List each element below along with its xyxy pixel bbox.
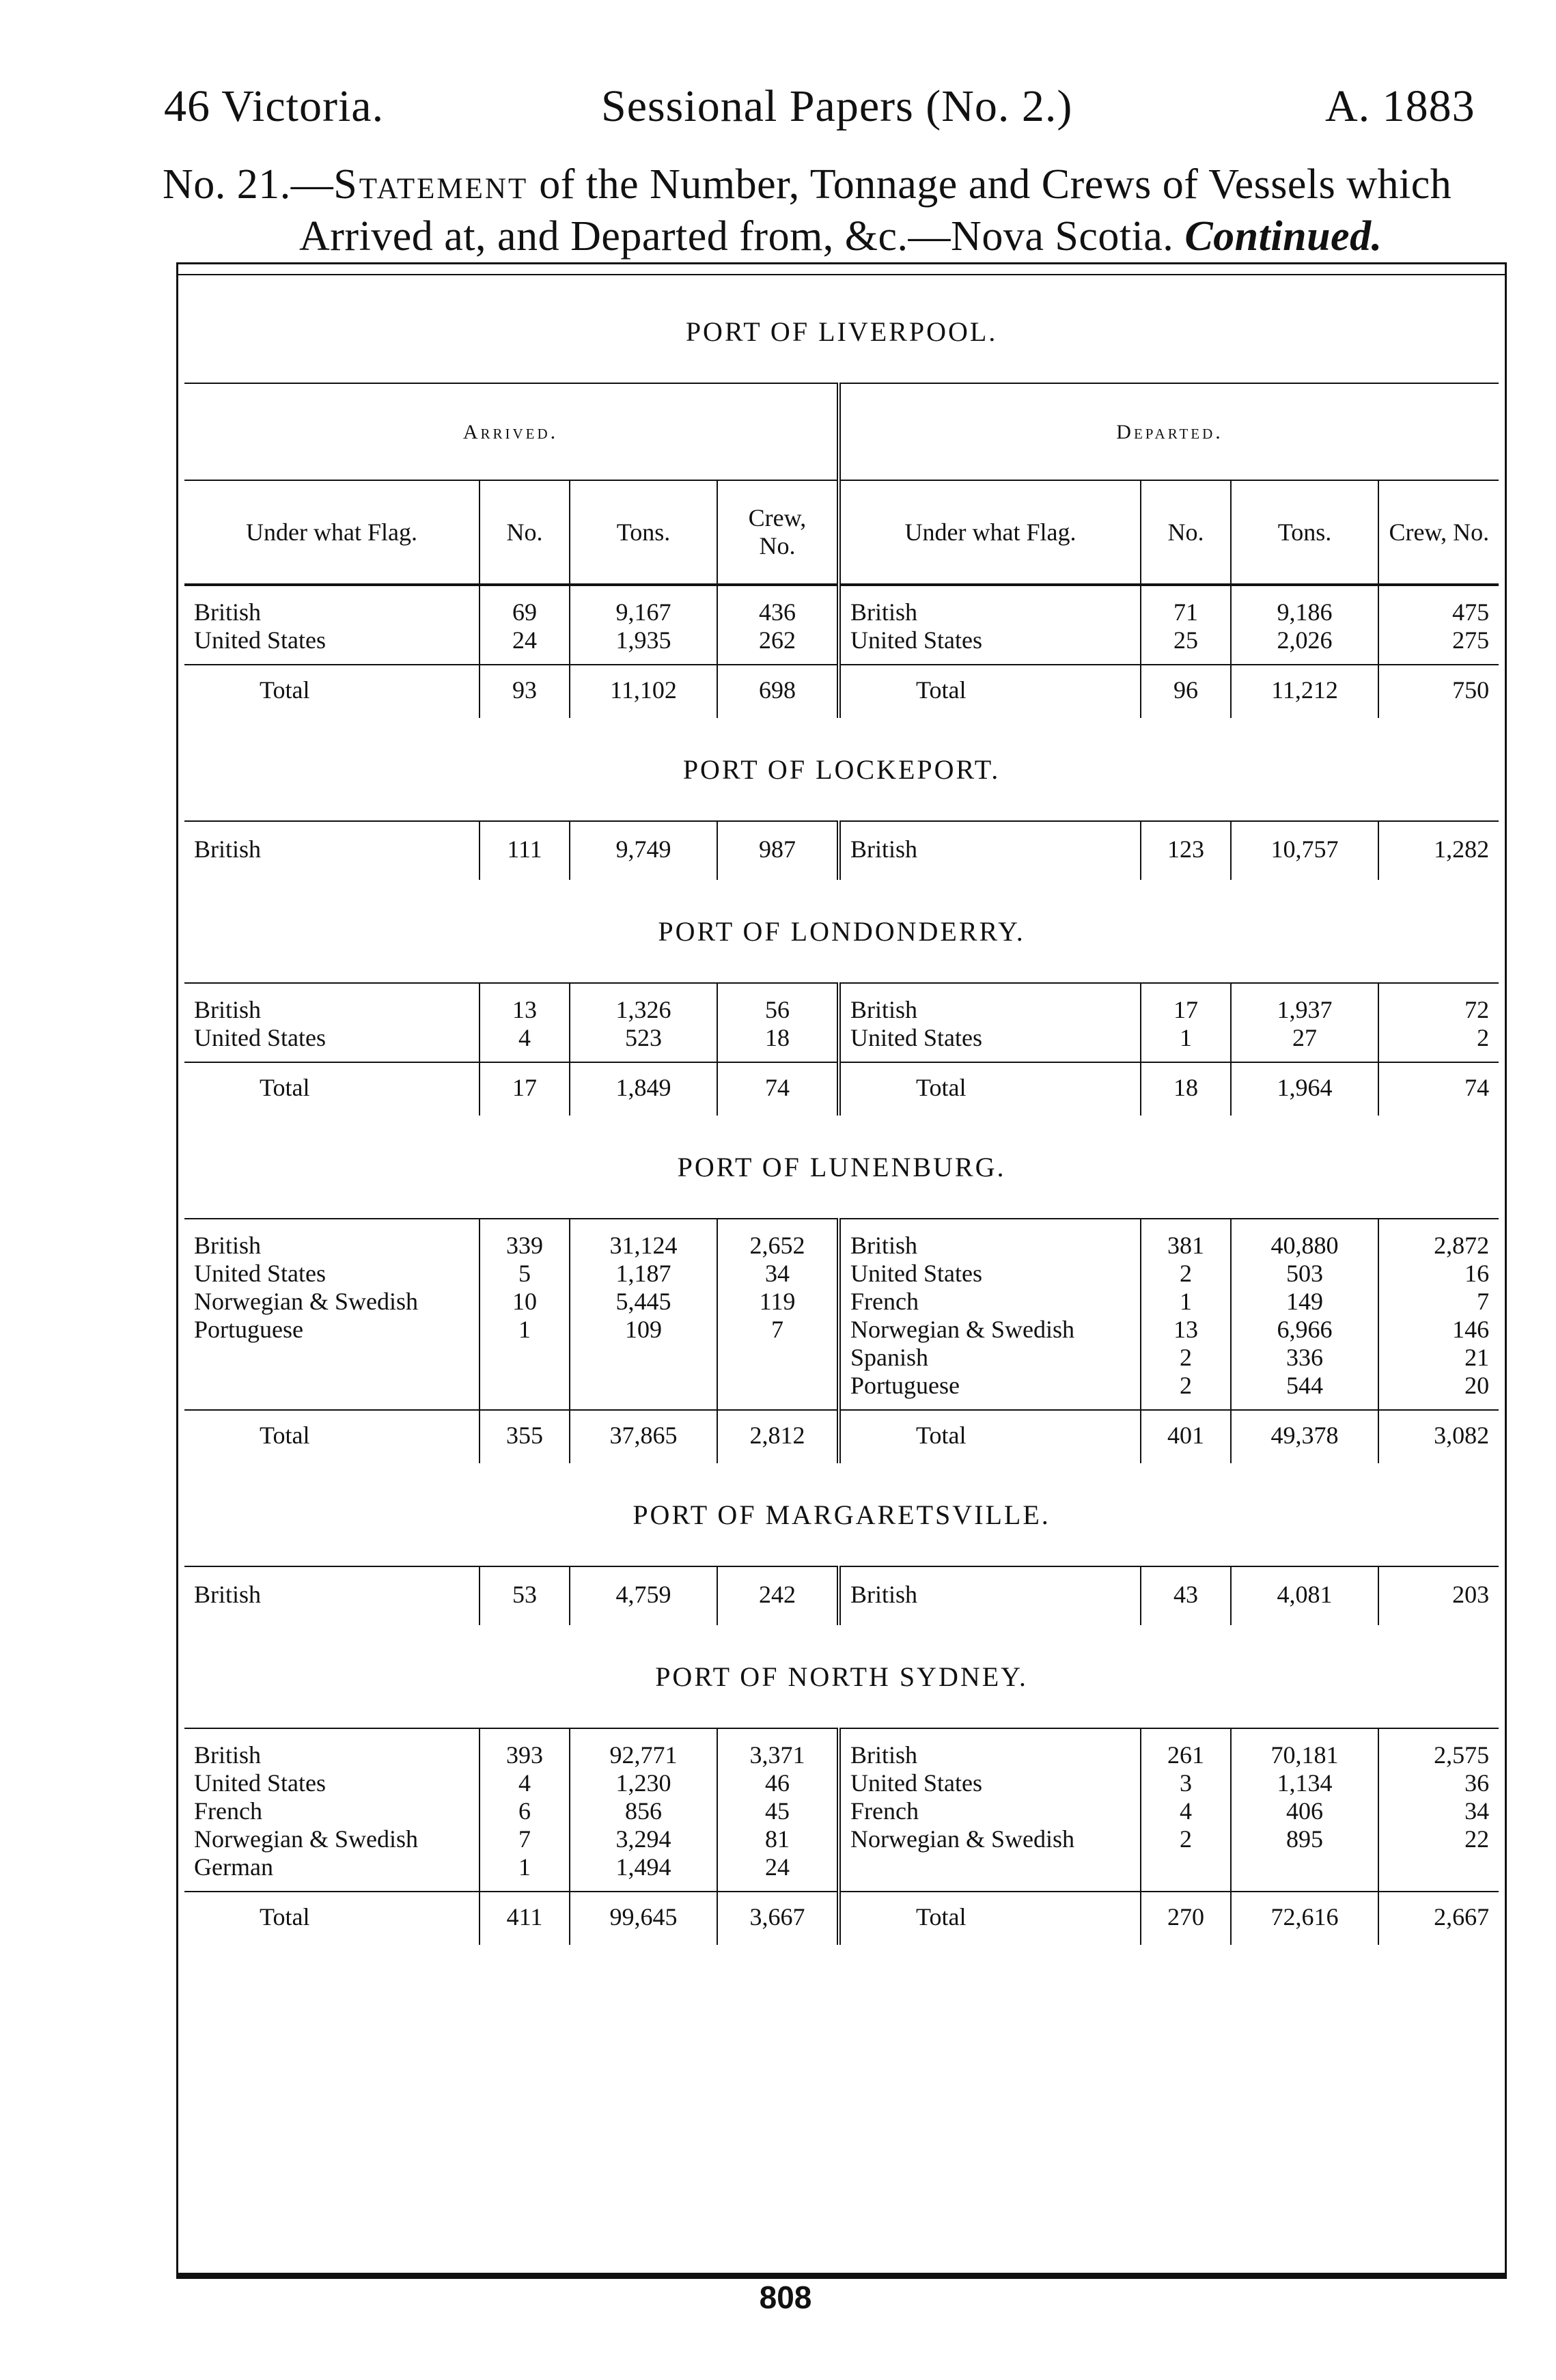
- departed-flag-value: French: [850, 1288, 919, 1315]
- departed-flag-value: British: [850, 598, 918, 626]
- arrived-crew-value: 46: [765, 1769, 790, 1797]
- arrived-no: [480, 1728, 570, 1892]
- departed-no-value: 13: [1173, 1316, 1198, 1343]
- departed-crew-value: 72: [1464, 996, 1490, 1023]
- port-heading-row: [184, 280, 1499, 383]
- arrived-crew-value: 987: [759, 835, 796, 863]
- departed-tons-value: 27: [1292, 1024, 1317, 1051]
- departed-no-value: 1: [1180, 1288, 1192, 1315]
- col-crew-departed: Crew, No.: [1378, 480, 1499, 585]
- departed-flag-value: British: [850, 996, 918, 1023]
- arrived-no-value: 13: [512, 996, 537, 1023]
- departed-no-value: 2: [1180, 1260, 1192, 1287]
- departed-flag-value: Spanish: [850, 1344, 929, 1371]
- port-heading-row: [184, 1625, 1499, 1728]
- arrived-crew-value: 3,371: [749, 1741, 805, 1769]
- departed-flag-value: British: [850, 835, 918, 863]
- departed-total-no: 270: [1141, 1892, 1231, 1945]
- arrived-heading: Arrived.: [184, 383, 839, 480]
- departed-tons-value: 10,757: [1270, 835, 1339, 863]
- arrived-tons: [570, 1219, 717, 1410]
- title-prefix: No. 21.—: [163, 161, 334, 208]
- departed-no: [1141, 983, 1231, 1062]
- departed-crew-value: 475: [1452, 598, 1490, 626]
- arrived-crew-value: 81: [765, 1825, 790, 1853]
- arrived-flag-value: Norwegian & Swedish: [194, 1288, 418, 1315]
- departed-flag: [839, 1728, 1141, 1892]
- departed-crew: [1378, 585, 1499, 665]
- departed-crew-value: 22: [1464, 1825, 1490, 1853]
- running-header: [164, 81, 1510, 135]
- arrived-flag-value: French: [194, 1797, 262, 1825]
- section-heading-row: [184, 383, 1499, 480]
- arrived-crew-value: 262: [759, 626, 796, 654]
- arrived-flag-value: British: [194, 1232, 262, 1259]
- arrived-no-value: 1: [518, 1316, 531, 1343]
- departed-heading: Departed.: [839, 383, 1499, 480]
- departed-crew-value: 21: [1464, 1344, 1490, 1371]
- arrived-no: [480, 1566, 570, 1625]
- departed-tons: [1231, 1728, 1378, 1892]
- departed-crew-value: 16: [1464, 1260, 1490, 1287]
- arrived-crew: [717, 1219, 839, 1410]
- departed-no-value: 25: [1173, 626, 1198, 654]
- arrived-flag: [184, 1566, 480, 1625]
- departed-no-value: 381: [1167, 1232, 1204, 1259]
- arrived-flag: [184, 821, 480, 880]
- arrived-tons: [570, 585, 717, 665]
- port-heading-row: [184, 1463, 1499, 1566]
- departed-flag-value: United States: [850, 1769, 982, 1797]
- arrived-flag-value: British: [194, 598, 262, 626]
- departed-flag-value: British: [850, 1581, 918, 1608]
- arrived-no-value: 6: [518, 1797, 531, 1825]
- arrived-tons-value: 9,749: [615, 835, 671, 863]
- departed-tons-value: 6,966: [1277, 1316, 1333, 1343]
- arrived-no-value: 10: [512, 1288, 537, 1315]
- departed-no: [1141, 1566, 1231, 1625]
- departed-crew-value: 203: [1452, 1581, 1490, 1608]
- arrived-no: [480, 1219, 570, 1410]
- arrived-no-value: 111: [507, 835, 542, 863]
- arrived-flag-value: United States: [194, 1024, 326, 1051]
- arrived-tons: [570, 983, 717, 1062]
- departed-no: [1141, 585, 1231, 665]
- arrived-no-value: 53: [512, 1581, 537, 1608]
- arrived-tons-value: 1,326: [615, 996, 671, 1023]
- departed-total-tons: 11,212: [1231, 665, 1378, 718]
- departed-crew: [1378, 821, 1499, 880]
- arrived-flag-value: United States: [194, 1260, 326, 1287]
- arrived-total-crew: 698: [717, 665, 839, 718]
- port-data-row: [184, 1566, 1499, 1625]
- arrived-flag: [184, 1219, 480, 1410]
- departed-tons-value: 544: [1286, 1372, 1323, 1399]
- col-no-arrived: No.: [480, 480, 570, 585]
- departed-no-value: 17: [1173, 996, 1198, 1023]
- arrived-no-value: 1: [518, 1853, 531, 1881]
- departed-no-value: 71: [1173, 598, 1198, 626]
- departed-flag: [839, 1219, 1141, 1410]
- arrived-flag-value: United States: [194, 626, 326, 654]
- departed-flag: [839, 1566, 1141, 1625]
- departed-no-value: 2: [1180, 1344, 1192, 1371]
- arrived-tons: [570, 821, 717, 880]
- arrived-flag-value: Portuguese: [194, 1316, 303, 1343]
- departed-no-value: 261: [1167, 1741, 1204, 1769]
- departed-no-value: 3: [1180, 1769, 1192, 1797]
- arrived-tons-value: 1,935: [615, 626, 671, 654]
- arrived-tons-value: 92,771: [609, 1741, 678, 1769]
- arrived-crew-value: 18: [765, 1024, 790, 1051]
- departed-tons: [1231, 1566, 1378, 1625]
- document-title: [163, 158, 1522, 262]
- departed-total-no: 96: [1141, 665, 1231, 718]
- port-data-row: [184, 983, 1499, 1062]
- departed-tons: [1231, 983, 1378, 1062]
- departed-flag: [839, 585, 1141, 665]
- header-papers: Sessional Papers (No. 2.): [601, 81, 1073, 131]
- departed-flag: [839, 821, 1141, 880]
- departed-total-tons: 1,964: [1231, 1062, 1378, 1116]
- col-flag-arrived: Under what Flag.: [184, 480, 480, 585]
- col-no-departed: No.: [1141, 480, 1231, 585]
- arrived-no: [480, 585, 570, 665]
- departed-crew-value: 2: [1477, 1024, 1490, 1051]
- arrived-flag-value: British: [194, 1581, 262, 1608]
- arrived-flag-value: Norwegian & Swedish: [194, 1825, 418, 1853]
- departed-total-crew: 3,082: [1378, 1410, 1499, 1463]
- arrived-flag: [184, 983, 480, 1062]
- arrived-tons-value: 4,759: [615, 1581, 671, 1608]
- arrived-no-value: 7: [518, 1825, 531, 1853]
- col-tons-arrived: Tons.: [570, 480, 717, 585]
- departed-flag-value: United States: [850, 1260, 982, 1287]
- departed-crew-value: 20: [1464, 1372, 1490, 1399]
- departed-total-crew: 74: [1378, 1062, 1499, 1116]
- arrived-total-crew: 2,812: [717, 1410, 839, 1463]
- departed-crew-value: 275: [1452, 626, 1490, 654]
- departed-flag-value: Norwegian & Swedish: [850, 1825, 1074, 1853]
- arrived-crew-value: 56: [765, 996, 790, 1023]
- port-name: PORT OF NORTH SYDNEY.: [184, 1625, 1499, 1728]
- arrived-crew-value: 2,652: [749, 1232, 805, 1259]
- departed-crew: [1378, 1219, 1499, 1410]
- col-crew-arrived: Crew, No.: [717, 480, 839, 585]
- departed-no-value: 4: [1180, 1797, 1192, 1825]
- departed-tons-value: 149: [1286, 1288, 1323, 1315]
- arrived-flag-value: British: [194, 996, 262, 1023]
- arrived-tons-value: 1,187: [615, 1260, 671, 1287]
- departed-no-value: 2: [1180, 1825, 1192, 1853]
- arrived-tons-value: 31,124: [609, 1232, 678, 1259]
- arrived-crew-value: 24: [765, 1853, 790, 1881]
- port-total-row: [184, 1410, 1499, 1463]
- port-data-row: [184, 585, 1499, 665]
- arrived-flag-value: German: [194, 1853, 273, 1881]
- departed-total-tons: 49,378: [1231, 1410, 1378, 1463]
- departed-flag-value: British: [850, 1741, 918, 1769]
- port-heading-row: [184, 718, 1499, 821]
- departed-tons-value: 9,186: [1277, 598, 1333, 626]
- arrived-crew-value: 7: [771, 1316, 783, 1343]
- port-name: PORT OF LOCKEPORT.: [184, 718, 1499, 821]
- departed-flag: [839, 983, 1141, 1062]
- departed-tons-value: 2,026: [1277, 626, 1333, 654]
- arrived-tons-value: 9,167: [615, 598, 671, 626]
- arrived-no-value: 24: [512, 626, 537, 654]
- arrived-total-crew: 74: [717, 1062, 839, 1116]
- arrived-tons-value: 1,230: [615, 1769, 671, 1797]
- arrived-total-no: 355: [480, 1410, 570, 1463]
- arrived-flag-value: British: [194, 835, 262, 863]
- departed-total-crew: 750: [1378, 665, 1499, 718]
- arrived-flag: [184, 585, 480, 665]
- arrived-no-value: 393: [506, 1741, 543, 1769]
- arrived-crew: [717, 585, 839, 665]
- title-rest-line1: of the Number, Tonnage and Crews of Vessels which: [528, 161, 1452, 208]
- arrived-crew: [717, 821, 839, 880]
- departed-no: [1141, 1219, 1231, 1410]
- table-bottom-rule: [176, 2275, 1507, 2279]
- departed-crew-value: 146: [1452, 1316, 1490, 1343]
- departed-no-value: 2: [1180, 1372, 1192, 1399]
- port-name: PORT OF MARGARETSVILLE.: [184, 1463, 1499, 1566]
- port-total-row: [184, 1062, 1499, 1116]
- page-number: 808: [759, 2280, 812, 2315]
- port-data-row: [184, 1219, 1499, 1410]
- vessel-statistics-table: [184, 280, 1499, 1945]
- departed-total-tons: 72,616: [1231, 1892, 1378, 1945]
- departed-total-crew: 2,667: [1378, 1892, 1499, 1945]
- arrived-total-no: 93: [480, 665, 570, 718]
- departed-total-no: 401: [1141, 1410, 1231, 1463]
- arrived-total-label: Total: [184, 1410, 480, 1463]
- arrived-tons: [570, 1566, 717, 1625]
- departed-tons-value: 1,134: [1277, 1769, 1333, 1797]
- departed-tons-value: 4,081: [1277, 1581, 1333, 1608]
- departed-total-label: Total: [839, 1062, 1141, 1116]
- arrived-total-crew: 3,667: [717, 1892, 839, 1945]
- arrived-tons-value: 3,294: [615, 1825, 671, 1853]
- port-name: PORT OF LUNENBURG.: [184, 1116, 1499, 1219]
- arrived-tons: [570, 1728, 717, 1892]
- departed-tons-value: 406: [1286, 1797, 1323, 1825]
- arrived-crew: [717, 1728, 839, 1892]
- arrived-crew-value: 34: [765, 1260, 790, 1287]
- port-total-row: [184, 1892, 1499, 1945]
- arrived-total-no: 17: [480, 1062, 570, 1116]
- arrived-no: [480, 821, 570, 880]
- departed-crew-value: 2,575: [1434, 1741, 1490, 1769]
- departed-tons-value: 503: [1286, 1260, 1323, 1287]
- arrived-tons-value: 5,445: [615, 1288, 671, 1315]
- departed-no: [1141, 1728, 1231, 1892]
- departed-tons: [1231, 821, 1378, 880]
- departed-crew-value: 2,872: [1434, 1232, 1490, 1259]
- port-data-row: [184, 821, 1499, 880]
- arrived-no-value: 4: [518, 1769, 531, 1797]
- arrived-total-tons: 37,865: [570, 1410, 717, 1463]
- col-flag-departed: Under what Flag.: [839, 480, 1141, 585]
- header-year: A. 1883: [1325, 81, 1475, 131]
- arrived-flag-value: British: [194, 1741, 262, 1769]
- departed-tons-value: 1,937: [1277, 996, 1333, 1023]
- arrived-total-tons: 99,645: [570, 1892, 717, 1945]
- title-line2: Arrived at, and Departed from, &c.—Nova Scotia.: [299, 213, 1174, 260]
- arrived-tons-value: 1,494: [615, 1853, 671, 1881]
- departed-flag-value: United States: [850, 1024, 982, 1051]
- departed-total-label: Total: [839, 1892, 1141, 1945]
- arrived-no-value: 339: [506, 1232, 543, 1259]
- arrived-tons-value: 856: [625, 1797, 662, 1825]
- departed-flag-value: British: [850, 1232, 918, 1259]
- departed-no-value: 1: [1180, 1024, 1192, 1051]
- departed-crew: [1378, 1728, 1499, 1892]
- departed-flag-value: Norwegian & Swedish: [850, 1316, 1074, 1343]
- arrived-no: [480, 983, 570, 1062]
- departed-total-label: Total: [839, 665, 1141, 718]
- arrived-crew-value: 242: [759, 1581, 796, 1608]
- departed-flag-value: United States: [850, 626, 982, 654]
- arrived-total-no: 411: [480, 1892, 570, 1945]
- port-data-row: [184, 1728, 1499, 1892]
- departed-total-no: 18: [1141, 1062, 1231, 1116]
- departed-tons-value: 40,880: [1270, 1232, 1339, 1259]
- port-name: PORT OF LONDONDERRY.: [184, 880, 1499, 983]
- col-tons-departed: Tons.: [1231, 480, 1378, 585]
- arrived-total-tons: 11,102: [570, 665, 717, 718]
- departed-no: [1141, 821, 1231, 880]
- departed-tons: [1231, 1219, 1378, 1410]
- title-continued: Continued.: [1184, 213, 1383, 260]
- departed-no-value: 123: [1167, 835, 1204, 863]
- header-session: 46 Victoria.: [164, 81, 385, 131]
- port-total-row: [184, 665, 1499, 718]
- arrived-no-value: 69: [512, 598, 537, 626]
- port-heading-row: [184, 880, 1499, 983]
- title-statement: Statement: [333, 161, 529, 208]
- column-header-row: [184, 480, 1499, 585]
- table-body: [184, 280, 1499, 1945]
- arrived-crew: [717, 983, 839, 1062]
- departed-crew: [1378, 1566, 1499, 1625]
- arrived-crew: [717, 1566, 839, 1625]
- arrived-total-tons: 1,849: [570, 1062, 717, 1116]
- departed-tons-value: 895: [1286, 1825, 1323, 1853]
- departed-no-value: 43: [1173, 1581, 1198, 1608]
- departed-crew-value: 1,282: [1434, 835, 1490, 863]
- arrived-no-value: 5: [518, 1260, 531, 1287]
- departed-crew-value: 36: [1464, 1769, 1490, 1797]
- arrived-flag-value: United States: [194, 1769, 326, 1797]
- arrived-total-label: Total: [184, 1062, 480, 1116]
- arrived-total-label: Total: [184, 1892, 480, 1945]
- arrived-no-value: 4: [518, 1024, 531, 1051]
- arrived-tons-value: 109: [625, 1316, 662, 1343]
- departed-tons-value: 70,181: [1270, 1741, 1339, 1769]
- departed-crew-value: 34: [1464, 1797, 1490, 1825]
- departed-tons: [1231, 585, 1378, 665]
- arrived-flag: [184, 1728, 480, 1892]
- arrived-total-label: Total: [184, 665, 480, 718]
- departed-crew-value: 7: [1477, 1288, 1490, 1315]
- port-name: PORT OF LIVERPOOL.: [184, 280, 1499, 383]
- departed-flag-value: French: [850, 1797, 919, 1825]
- port-heading-row: [184, 1116, 1499, 1219]
- arrived-crew-value: 45: [765, 1797, 790, 1825]
- departed-crew: [1378, 983, 1499, 1062]
- arrived-crew-value: 119: [759, 1288, 796, 1315]
- arrived-tons-value: 523: [625, 1024, 662, 1051]
- departed-tons-value: 336: [1286, 1344, 1323, 1371]
- departed-total-label: Total: [839, 1410, 1141, 1463]
- arrived-crew-value: 436: [759, 598, 796, 626]
- departed-flag-value: Portuguese: [850, 1372, 960, 1399]
